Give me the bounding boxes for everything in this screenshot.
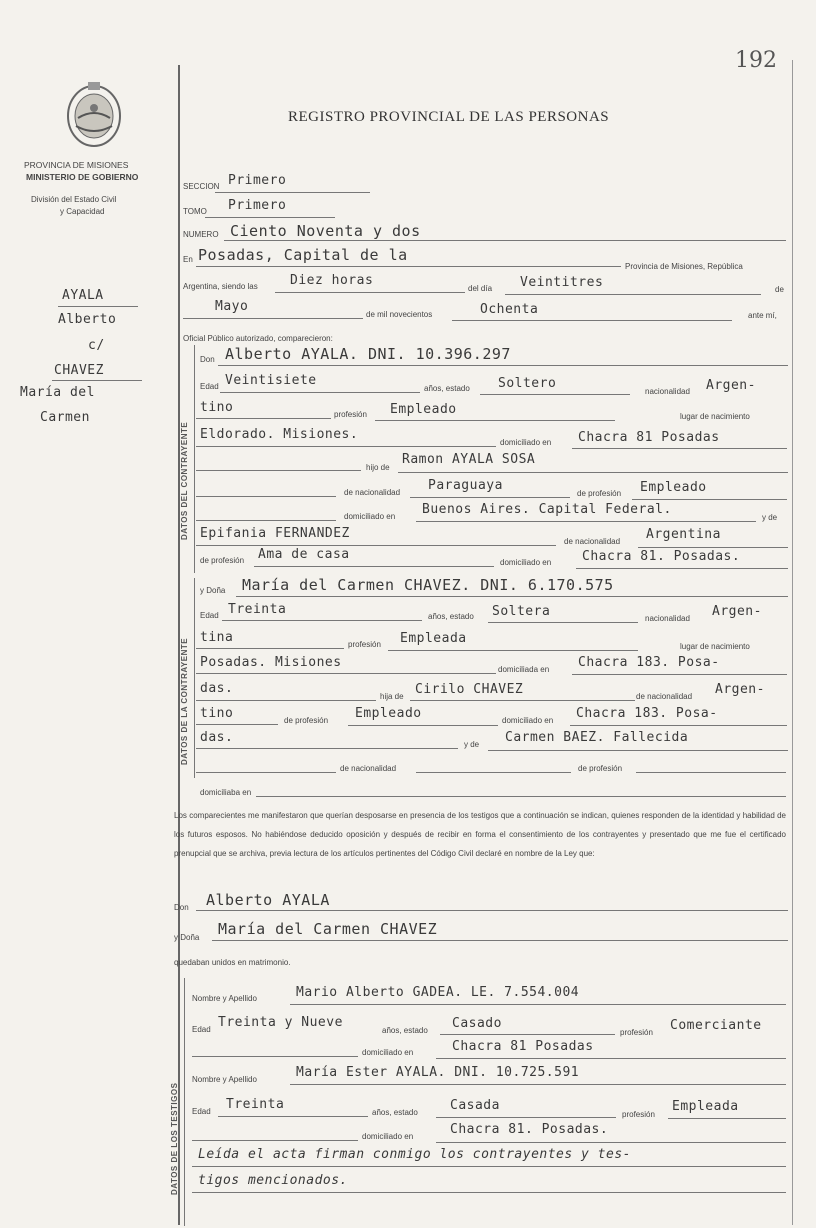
tomo-label: TOMO xyxy=(183,207,207,216)
contrayente-1-nacionalidad-b: tino xyxy=(200,400,234,415)
testigo-edad-label: Edad xyxy=(192,1025,211,1034)
contrayente-1-edad: Veintisiete xyxy=(225,373,317,388)
padre-dom-label-2: domiciliado en xyxy=(502,716,554,725)
union-don-label: Don xyxy=(174,903,189,912)
nacimiento-label-2: lugar de nacimiento xyxy=(680,642,750,651)
madre-prof-label-2: de profesión xyxy=(578,764,623,773)
nacimiento-label: lugar de nacimiento xyxy=(680,412,750,421)
contrayente-2-nacionalidad-b: tina xyxy=(200,630,234,645)
contrayente-1-profesion: Empleado xyxy=(390,402,457,417)
contrayente-1-padre: Ramon AYALA SOSA xyxy=(402,452,536,467)
contrayente-1-name: Alberto AYALA. DNI. 10.396.297 xyxy=(225,345,511,363)
provincial-seal-icon xyxy=(60,78,128,150)
union-don-value: Alberto AYALA xyxy=(206,891,330,909)
testigo-2-edad: Treinta xyxy=(226,1097,285,1112)
testigo-1-domicilio: Chacra 81 Posadas xyxy=(452,1039,594,1054)
contrayente-2-name: María del Carmen CHAVEZ. DNI. 6.170.575 xyxy=(242,576,614,594)
testigo-estado-label-2: años, estado xyxy=(372,1108,418,1117)
y-de-label-2: y de xyxy=(464,740,480,749)
union-dona-value: María del Carmen CHAVEZ xyxy=(218,920,438,938)
tomo-value: Primero xyxy=(228,198,287,213)
testigo-nombre-label-2: Nombre y Apellido xyxy=(192,1075,257,1084)
padre-dom-label: domiciliado en xyxy=(344,512,396,521)
contrayente-2-nacionalidad: Argen- xyxy=(712,604,762,619)
madre-dom-label: domiciliado en xyxy=(500,558,552,567)
testigo-domicilio-label-2: domiciliado en xyxy=(362,1132,414,1141)
contrayente-1-padre-dom: Buenos Aires. Capital Federal. xyxy=(422,502,672,517)
contrayente-2-padre-dom: Chacra 183. Posa- xyxy=(576,706,718,721)
testigo-2-estado: Casada xyxy=(450,1098,500,1113)
edad-label: Edad xyxy=(200,382,219,391)
margin-note: CHAVEZ xyxy=(54,363,104,378)
testigo-nombre-label: Nombre y Apellido xyxy=(192,994,257,1003)
testigo-edad-label-2: Edad xyxy=(192,1107,211,1116)
margin-note: Carmen xyxy=(40,410,90,425)
contrayente-2-estado: Soltera xyxy=(492,604,551,619)
division-label-2: y Capacidad xyxy=(60,207,105,216)
contrayente-2-padre-dom-b: das. xyxy=(200,730,234,745)
contrayente-2-domicilio-b: das. xyxy=(200,681,234,696)
numero-label: NUMERO xyxy=(183,230,219,239)
contrayente-2-edad: Treinta xyxy=(228,602,287,617)
numero-value: Ciento Noventa y dos xyxy=(230,222,421,240)
margin-note: AYALA xyxy=(62,288,104,303)
madre-dom-label-2: domiciliaba en xyxy=(200,788,252,797)
seccion-value: Primero xyxy=(228,173,287,188)
testigo-1-nombre: Mario Alberto GADEA. LE. 7.554.004 xyxy=(296,985,580,1000)
contrayente-1-madre-prof: Ama de casa xyxy=(258,547,350,562)
madre-nac-label-2: de nacionalidad xyxy=(340,764,397,773)
oficial-label: Oficial Público autorizado, comparecieron: xyxy=(183,334,333,343)
contrayente-2-padre-nac-b: tino xyxy=(200,706,234,721)
declaration-paragraph: Los comparecientes me manifestaron que querían desposarse en presencia de los testigos que a continuación se indican, quienes responden de la identidad y habilidad de los futuros esposos. No habiéndose deducido oposición y después de recibir en forma el consentimiento de los contrayentes y presentado que me fue el certificado prenupcial que se archiva, previa lectura de los artículos pertinentes del Código Civil declaré en nombre de la Ley que: xyxy=(174,811,786,858)
dona-label: y Doña xyxy=(200,586,226,595)
testigos-side-label: DATOS DE LOS TESTIGOS xyxy=(170,1082,179,1195)
testigo-1-profesion: Comerciante xyxy=(670,1018,762,1033)
contrayente-2-padre-prof: Empleado xyxy=(355,706,422,721)
contrayente-2-madre: Carmen BAEZ. Fallecida xyxy=(505,730,689,745)
mil-label: de mil novecientos xyxy=(366,310,433,319)
contrayente-1-nacionalidad: Argen- xyxy=(706,378,756,393)
contrayente-1-madre: Epifania FERNANDEZ xyxy=(200,526,350,541)
contrayente-1-padre-nac: Paraguaya xyxy=(428,478,503,493)
margin-note: María del xyxy=(20,385,95,400)
don-label: Don xyxy=(200,355,215,364)
domicilio-label: domiciliado en xyxy=(500,438,552,447)
dia-value: Veintitres xyxy=(520,275,604,290)
union-closing: quedaban unidos en matrimonio. xyxy=(174,958,291,967)
contrayente-1-estado: Soltero xyxy=(498,376,557,391)
y-de-label: y de xyxy=(762,513,778,522)
union-dona-label: y Doña xyxy=(174,933,200,942)
nacionalidad-label: nacionalidad xyxy=(645,387,690,396)
testigo-profesion-label-2: profesión xyxy=(622,1110,655,1119)
testigo-1-edad: Treinta y Nueve xyxy=(218,1015,343,1030)
padre-prof-label-2: de profesión xyxy=(284,716,329,725)
hora-value: Diez horas xyxy=(290,273,374,288)
hijo-label: hijo de xyxy=(366,463,390,472)
en-value: Posadas, Capital de la xyxy=(198,246,408,264)
firma-line-1: Leída el acta firman conmigo los contrayentes y tes- xyxy=(198,1147,631,1162)
contrayente-1-domicilio: Chacra 81 Posadas xyxy=(578,430,720,445)
contrayente-2-padre-nac: Argen- xyxy=(715,682,765,697)
padre-nac-label: de nacionalidad xyxy=(344,488,401,497)
estado-label: años, estado xyxy=(424,384,470,393)
margin-note: Alberto xyxy=(58,312,117,327)
contrayente-2-side-label: DATOS DE LA CONTRAYENTE xyxy=(180,637,189,765)
contrayente-2-padre: Cirilo CHAVEZ xyxy=(415,682,524,697)
hija-label: hija de xyxy=(380,692,404,701)
testigo-2-profesion: Empleada xyxy=(672,1099,739,1114)
de-label: de xyxy=(775,285,784,294)
contrayente-1-side-label: DATOS DEL CONTRAYENTE xyxy=(180,421,189,540)
province-label: PROVINCIA DE MISIONES xyxy=(24,160,129,170)
madre-prof-label: de profesión xyxy=(200,556,245,565)
testigo-profesion-label: profesión xyxy=(620,1028,653,1037)
madre-nac-label: de nacionalidad xyxy=(564,537,621,546)
margin-note: c/ xyxy=(88,338,105,353)
contrayente-1-madre-nac: Argentina xyxy=(646,527,721,542)
en-label: En xyxy=(183,255,193,264)
contrayente-1-padre-prof: Empleado xyxy=(640,480,707,495)
testigo-domicilio-label: domiciliado en xyxy=(362,1048,414,1057)
profesion-label: profesión xyxy=(334,410,367,419)
contrayente-2-nacimiento: Posadas. Misiones xyxy=(200,655,342,670)
contrayente-2-profesion: Empleada xyxy=(400,631,467,646)
contrayente-1-madre-dom: Chacra 81. Posadas. xyxy=(582,549,741,564)
argentina-label: Argentina, siendo las xyxy=(183,282,258,291)
contrayente-2-domicilio: Chacra 183. Posa- xyxy=(578,655,720,670)
nacionalidad-label-2: nacionalidad xyxy=(645,614,690,623)
domicilio-label-2: domiciliada en xyxy=(498,665,550,674)
page-number: 192 xyxy=(735,48,777,73)
estado-label-2: años, estado xyxy=(428,612,474,621)
provincia-label: Provincia de Misiones, República xyxy=(625,262,743,271)
contrayente-1-nacimiento: Eldorado. Misiones. xyxy=(200,427,359,442)
anio-value: Ochenta xyxy=(480,302,539,317)
dia-label: del día xyxy=(468,284,493,293)
firma-line-2: tigos mencionados. xyxy=(198,1173,348,1188)
edad-label-2: Edad xyxy=(200,611,219,620)
profesion-label-2: profesión xyxy=(348,640,381,649)
testigo-1-estado: Casado xyxy=(452,1016,502,1031)
mes-value: Mayo xyxy=(215,299,249,314)
testigo-2-domicilio: Chacra 81. Posadas. xyxy=(450,1122,609,1137)
document-title: REGISTRO PROVINCIAL DE LAS PERSONAS xyxy=(288,109,610,125)
padre-nac-label-2: de nacionalidad xyxy=(636,692,693,701)
seccion-label: SECCION xyxy=(183,182,220,191)
ante-label: ante mí, xyxy=(748,311,777,320)
testigo-estado-label: años, estado xyxy=(382,1026,428,1035)
padre-prof-label: de profesión xyxy=(577,489,622,498)
ministry-label: MINISTERIO DE GOBIERNO xyxy=(26,172,139,182)
division-label: División del Estado Civil xyxy=(31,195,117,204)
testigo-2-nombre: María Ester AYALA. DNI. 10.725.591 xyxy=(296,1065,580,1080)
